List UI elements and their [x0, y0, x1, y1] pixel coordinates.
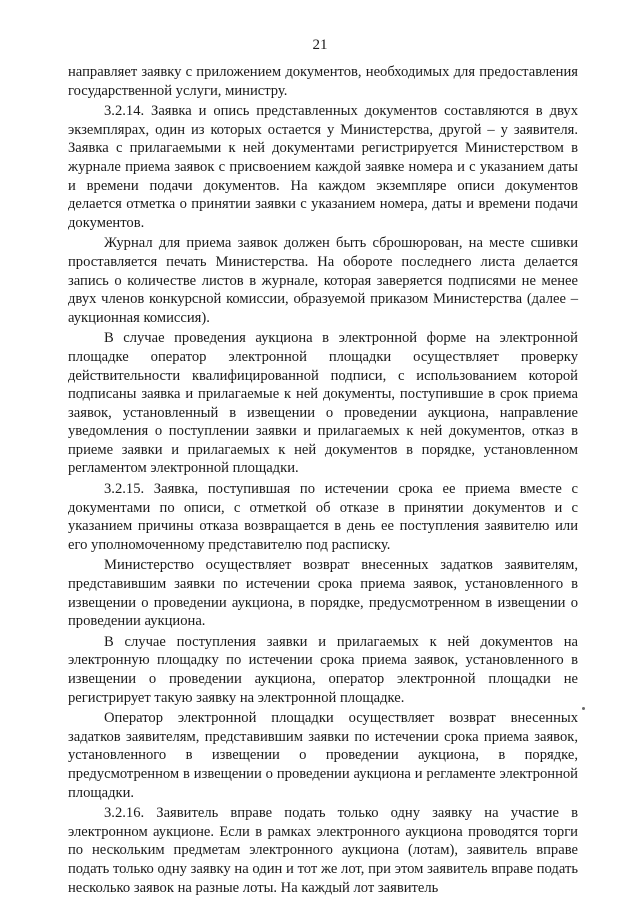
page-number: 21 — [312, 37, 328, 53]
document-body — [68, 63, 578, 899]
paragraph-electronic-check: В случае проведения аукциона в электронной форме на электронной площадке оператор электронной площадки осуществляет проверку действительности квалифицированной подписи, с использованием которой подписаны заявка и прилагаемые к ней документы, поступившие в срок приема заявок, установленный в извещении о проведении аукциона, направление уведомления о поступлении заявки и прилагаемых к ней документов, отказ в приеме заявки и прилагаемых к ней документов в порядке, установленном регламентом электронной площадки. — [68, 330, 578, 477]
paragraph-continuation: направляет заявку с приложением документов, необходимых для предоставления государственной услуги, министру. — [68, 64, 578, 99]
paragraph-journal: Журнал для приема заявок должен быть сброшюрован, на месте сшивки проставляется печать Министерства. На обороте последнего листа делается запись о количестве листов в журнале, которая заверяется подписями не менее двух членов конкурсной комиссии, образуемой приказом Министерства (далее – аукционная комиссия). — [68, 235, 578, 326]
paragraph-deposit-return-ministry: Министерство осуществляет возврат внесенных задатков заявителям, представившим заявки по истечении срока приема заявок, установленного в извещении о проведении аукциона, в порядке, предусмотренном в извещении о проведении аукциона. — [68, 557, 578, 630]
paragraph-3-2-14: 3.2.14. Заявка и опись представленных документов составляются в двух экземплярах, один из которых остается у Министерства, другой – у заявителя. Заявка с прилагаемыми к ней документами регистрируется Министерством в журнале приема заявок с присвоением каждой заявке номера и с указанием даты и времени подачи документов. На каждом экземпляре описи документов делается отметка о принятии заявки с указанием номера, даты и времени подачи документов. — [68, 103, 578, 231]
paragraph-deposit-return-operator: Оператор электронной площадки осуществляет возврат внесенных задатков заявителям, представившим заявки по истечении срока приема заявок, установленного в извещении о проведении аукциона, в порядке, предусмотренном в извещении о проведении аукциона и регламенте электронной площадки. — [68, 710, 578, 801]
paragraph-3-2-16: 3.2.16. Заявитель вправе подать только одну заявку на участие в электронном аукционе. Если в рамках электронного аукциона проводятся торги по нескольким предметам электронного аукциона (лотам), заявитель вправе подать только одну заявку на один и тот же лот, при этом заявитель вправе подать несколько заявок на разные лоты. На каждый лот заявитель — [68, 805, 578, 896]
paragraph-late-electronic-submission: В случае поступления заявки и прилагаемых к ней документов на электронную площадку по истечении срока приема заявок, установленного в извещении о проведении аукциона, оператор электронной площадки не регистрирует такую заявку на электронной площадке. — [68, 633, 578, 706]
paragraph-3-2-15: 3.2.15. Заявка, поступившая по истечении срока ее приема вместе с документами по описи, с отметкой об отказе в принятии документов и с указанием причины отказа возвращается в день ее поступления заявителю или его уполномоченному представителю под расписку. — [68, 481, 578, 553]
scan-speck — [582, 707, 585, 710]
